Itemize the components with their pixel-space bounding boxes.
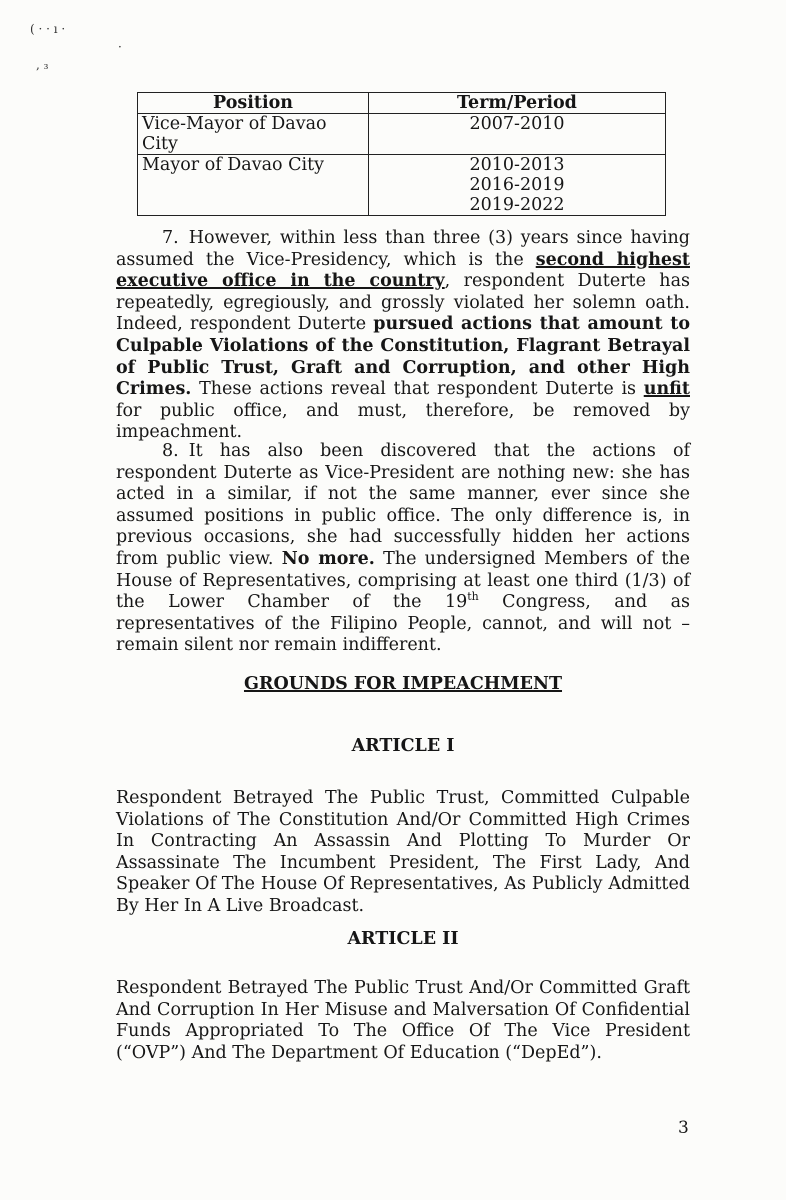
text-run: for public office, and must, therefore, be removed by impeachment. bbox=[116, 400, 690, 443]
emphasis-text: No more. bbox=[281, 548, 375, 569]
positions-table bbox=[137, 92, 666, 216]
scan-marks bbox=[30, 20, 122, 74]
article-1-text: Respondent Betrayed The Public Trust, Committed Culpable Violations of The Constitution And/Or Committed High Crimes In Contracting An Assassin And Plotting To Murder Or Assassinate The Incumbent President, The First Lady, And Speaker Of The House Of Representatives, As Publicly Admitted By Her In A Live Broadcast. bbox=[116, 788, 690, 916]
emphasis-text: unfit bbox=[643, 379, 690, 400]
grounds-heading bbox=[116, 673, 690, 695]
scan-mark: , ₃ bbox=[36, 58, 49, 72]
paragraph-8 bbox=[116, 441, 690, 657]
emphasis-text: second highest executive office in the country bbox=[116, 249, 690, 292]
column-header-position: Position bbox=[138, 93, 369, 114]
table-row bbox=[138, 155, 666, 216]
term-cell bbox=[369, 155, 666, 216]
paragraph-7 bbox=[116, 228, 690, 444]
term-cell bbox=[369, 114, 666, 155]
article-1-title: ARTICLE I bbox=[351, 736, 455, 756]
term-period: 2010-2013 bbox=[469, 155, 565, 175]
page-number: 3 bbox=[678, 1118, 689, 1138]
position-cell: Mayor of Davao City bbox=[138, 155, 369, 216]
scan-mark: · bbox=[118, 40, 122, 54]
text-run: The undersigned Members of the House of Representatives, comprising at least one third (1/3) of the Lower Chamber of the 19 bbox=[116, 548, 691, 613]
column-header-term: Term/Period bbox=[369, 93, 666, 114]
paragraph-number: 7. bbox=[162, 228, 179, 248]
superscript: th bbox=[467, 590, 479, 604]
text-run: However, within less than three (3) years since having assumed the Vice-Presidency, which is the bbox=[116, 228, 690, 270]
article-2-text: Respondent Betrayed The Public Trust And/Or Committed Graft And Corruption In Her Misuse and Malversation Of Confidential Funds Appropriated To The Office Of The Vice President (“OVP”) And The Department Of Education (“DepEd”). bbox=[116, 978, 690, 1063]
text-run: Congress, and as representatives of the Filipino People, cannot, and will not – remain silent nor remain indifferent. bbox=[116, 592, 691, 656]
text-run: It has also been discovered that the actions of respondent Duterte as Vice-President are nothing new: she has acted in a similar, if not the same manner, ever since she assumed positions in public office. The only difference is, in previous occasions, she had successfully hidden her actions from public view. bbox=[116, 441, 690, 569]
heading-text: GROUNDS FOR IMPEACHMENT bbox=[243, 674, 563, 694]
scan-mark: ( · · ı · bbox=[30, 22, 66, 36]
emphasis-text: pursued actions that amount to Culpable Violations of the Constitution, Flagrant Betrayal of Public Trust, Graft and Corruption, and other High Crimes. bbox=[116, 314, 690, 400]
term-period: 2019-2022 bbox=[469, 195, 565, 215]
table-row bbox=[138, 114, 666, 155]
article-2-title: ARTICLE II bbox=[347, 929, 459, 949]
term-period: 2007-2010 bbox=[469, 114, 565, 134]
position-cell: Vice-Mayor of Davao City bbox=[138, 114, 369, 155]
term-period: 2016-2019 bbox=[469, 175, 565, 195]
text-run: , respondent Duterte has repeatedly, egregiously, and grossly violated her solemn oath. Indeed, respondent Duterte bbox=[116, 271, 690, 335]
paragraph-number: 8. bbox=[162, 441, 179, 461]
text-run: These actions reveal that respondent Duterte is bbox=[191, 379, 644, 400]
table-header-row bbox=[138, 93, 666, 114]
